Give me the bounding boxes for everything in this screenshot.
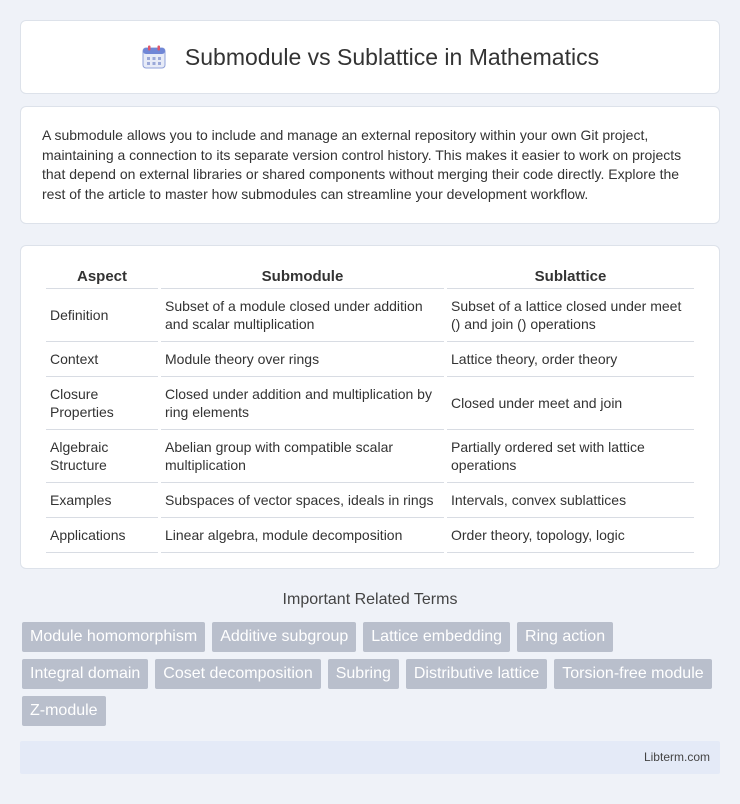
table-header-row (46, 266, 694, 289)
table-row (46, 483, 694, 518)
footer-site-link[interactable]: Libterm.com (643, 750, 710, 764)
table-cell: Context (46, 342, 158, 377)
table-cell: Applications (46, 518, 158, 553)
table-cell: Abelian group with compatible scalar multiplication (161, 430, 444, 483)
table-cell: Order theory, topology, logic (447, 518, 694, 553)
tag-module-homomorphism[interactable]: Module homomorphism (22, 622, 205, 652)
column-header: Submodule (161, 266, 444, 289)
comparison-card (20, 245, 720, 569)
table-cell: Linear algebra, module decomposition (161, 518, 444, 553)
related-terms-heading: Important Related Terms (282, 591, 458, 608)
table-cell: Subspaces of vector spaces, ideals in rings (161, 483, 444, 518)
table-row (46, 289, 694, 342)
calendar-icon (141, 44, 167, 70)
tag-ring-action[interactable]: Ring action (517, 622, 613, 652)
table-cell: Closed under addition and multiplication by ring elements (161, 377, 444, 430)
table-cell: Algebraic Structure (46, 430, 158, 483)
table-cell: Closed under meet and join (447, 377, 694, 430)
intro-card (20, 106, 720, 224)
table-cell: Subset of a lattice closed under meet () and join () operations (447, 289, 694, 342)
table-cell: Definition (46, 289, 158, 342)
related-terms-list (22, 622, 722, 733)
tag-additive-subgroup[interactable]: Additive subgroup (212, 622, 356, 652)
comparison-table (43, 266, 697, 553)
column-header: Sublattice (447, 266, 694, 289)
tag-lattice-embedding[interactable]: Lattice embedding (363, 622, 510, 652)
intro-paragraph: A submodule allows you to include and manage an external repository within your own Git project, maintaining a connection to its separate version control history. This makes it easier to work on projects that depend on external libraries or shared components without merging their code directly. Explore the rest of the article to master how submodules can streamline your development workflow. (42, 127, 682, 202)
table-cell: Examples (46, 483, 158, 518)
tag-z-module[interactable]: Z-module (22, 696, 106, 726)
table-row (46, 342, 694, 377)
page-title: Submodule vs Sublattice in Mathematics (184, 43, 600, 70)
table-row (46, 377, 694, 430)
tag-subring[interactable]: Subring (328, 659, 399, 689)
tag-distributive-lattice[interactable]: Distributive lattice (406, 659, 547, 689)
table-row (46, 518, 694, 553)
tag-integral-domain[interactable]: Integral domain (22, 659, 148, 689)
table-cell: Lattice theory, order theory (447, 342, 694, 377)
table-cell: Module theory over rings (161, 342, 444, 377)
footer (20, 741, 720, 774)
title-card (20, 20, 720, 94)
column-header: Aspect (46, 266, 158, 289)
tag-torsion-free-module[interactable]: Torsion-free module (554, 659, 711, 689)
tag-coset-decomposition[interactable]: Coset decomposition (155, 659, 320, 689)
table-cell: Partially ordered set with lattice operations (447, 430, 694, 483)
table-cell: Closure Properties (46, 377, 158, 430)
table-cell: Intervals, convex sublattices (447, 483, 694, 518)
table-row (46, 430, 694, 483)
table-cell: Subset of a module closed under addition and scalar multiplication (161, 289, 444, 342)
